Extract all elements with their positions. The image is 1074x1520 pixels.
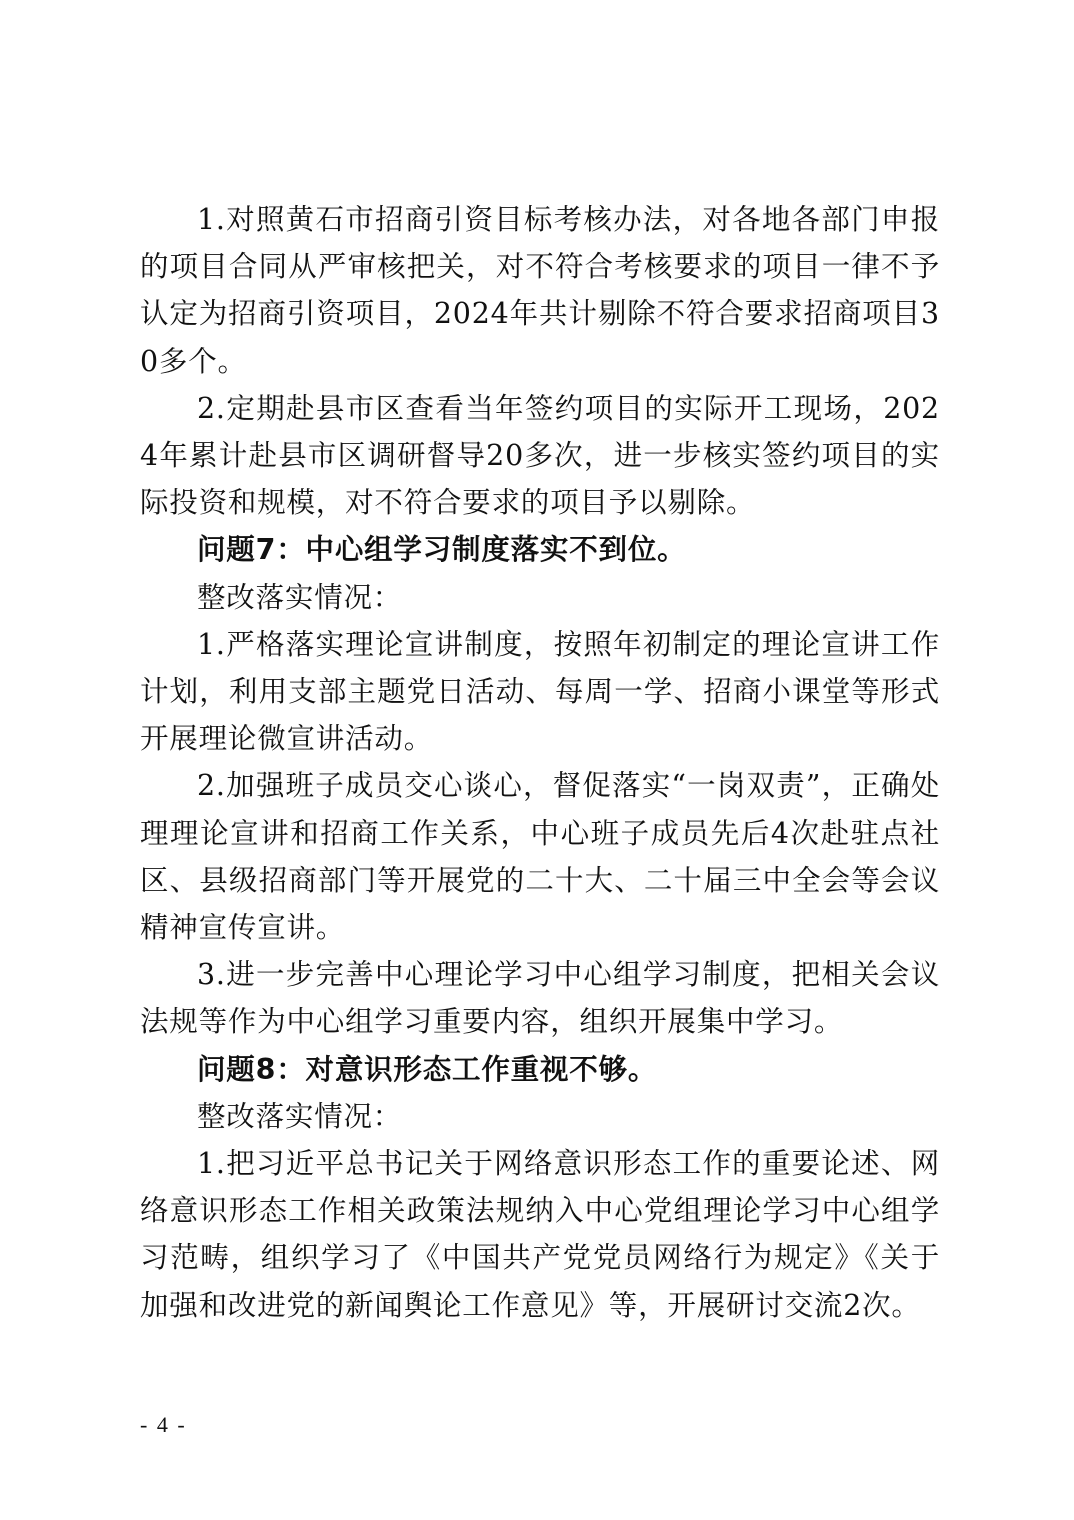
section-heading-issue-7: 问题7：中心组学习制度落实不到位。 xyxy=(197,533,687,567)
paragraph-item-6: 1.把习近平总书记关于网络意识形态工作的重要论述、网络意识形态工作相关政策法规纳入中心党组理论学习中心组学习范畴，组织学习了《中国共产党党员网络行为规定》《关于加强和改进党的新闻舆论工作意见》等，开展研讨交流2次。 xyxy=(140,1147,940,1322)
page-number: - 4 - xyxy=(140,1412,187,1437)
document-body xyxy=(140,196,940,1329)
rectification-label-1: 整改落实情况： xyxy=(197,580,403,614)
paragraph-item-3: 1.严格落实理论宣讲制度，按照年初制定的理论宣讲工作计划，利用支部主题党日活动、每周一学、招商小课堂等形式开展理论微宣讲活动。 xyxy=(140,627,940,756)
paragraph-item-5: 3.进一步完善中心理论学习中心组学习制度，把相关会议法规等作为中心组学习重要内容，组织开展集中学习。 xyxy=(140,958,940,1039)
paragraph-item-2: 2.定期赴县市区查看当年签约项目的实际开工现场，2024年累计赴县市区调研督导20多次，进一步核实签约项目的实际投资和规模，对不符合要求的项目予以剔除。 xyxy=(140,391,940,520)
paragraph-item-1: 1.对照黄石市招商引资目标考核办法，对各地各部门申报的项目合同从严审核把关，对不符合考核要求的项目一律不予认定为招商引资项目，2024年共计剔除不符合要求招商项目30多个。 xyxy=(140,203,940,378)
paragraph-item-4: 2.加强班子成员交心谈心，督促落实“一岗双责”，正确处理理论宣讲和招商工作关系，中心班子成员先后4次赴驻点社区、县级招商部门等开展党的二十大、二十届三中全会等会议精神宣传宣讲。 xyxy=(140,769,940,945)
rectification-label-2: 整改落实情况： xyxy=(197,1099,403,1133)
section-heading-issue-8: 问题8：对意识形态工作重视不够。 xyxy=(197,1052,658,1086)
